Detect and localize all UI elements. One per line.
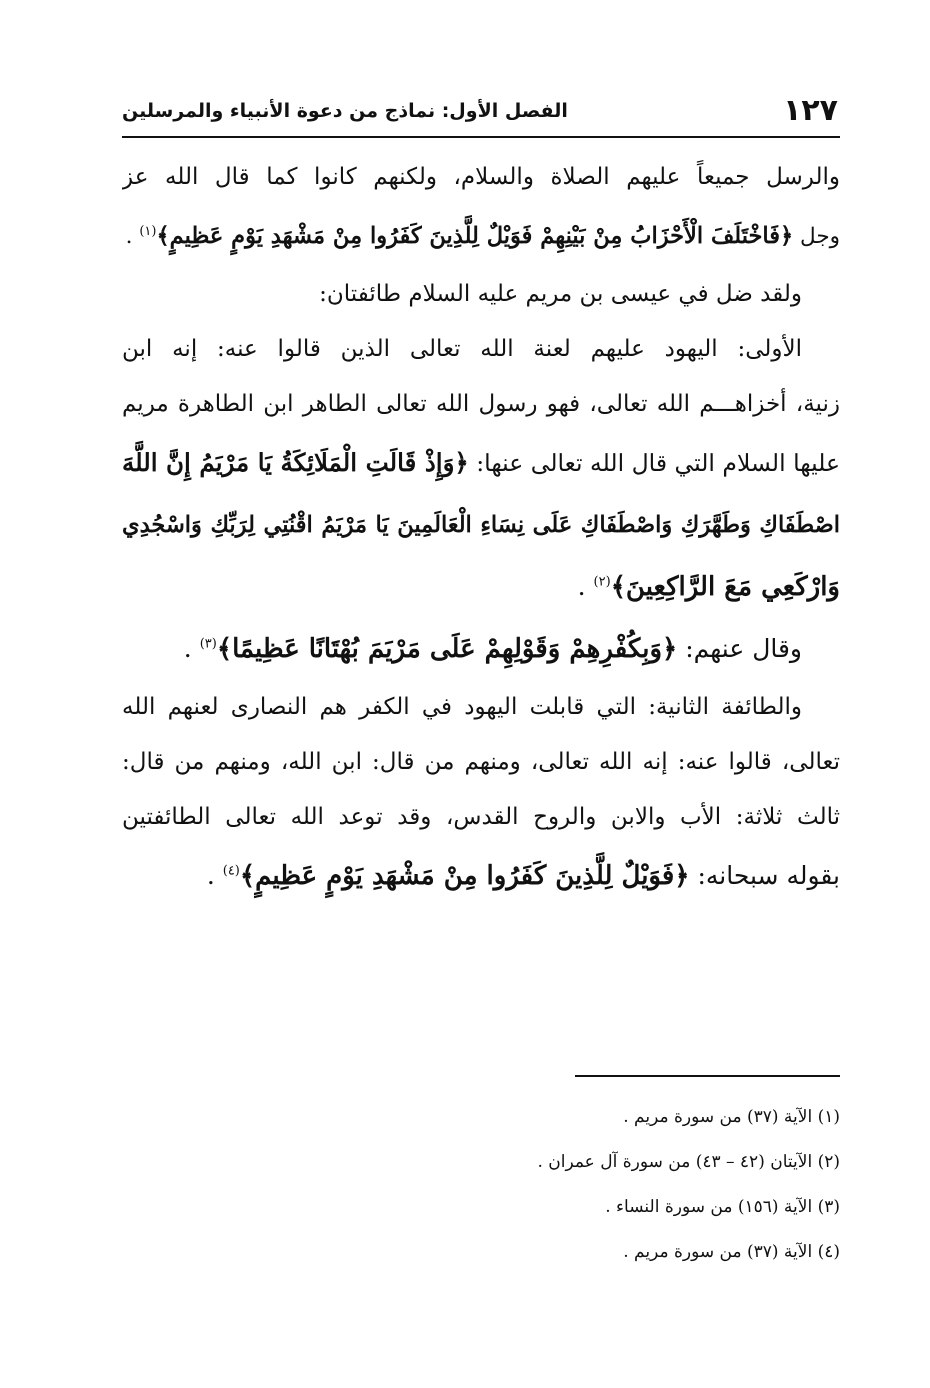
text-span: وقال عنهم:: [677, 634, 802, 663]
text-span: ولقد ضل في عيسى بن مريم عليه السلام طائفتان:: [319, 281, 802, 307]
text-span: والرسل جميعاً عليهم الصلاة والسلام، ولكنهم كانوا كما قال الله عز: [122, 164, 840, 190]
text-line-6: [122, 432, 840, 494]
text-span: .: [125, 224, 140, 249]
text-span: زنية، أخزاهـــم الله تعالى، فهو رسول الله تعالى الطاهر ابن الطاهرة مريم: [122, 391, 840, 417]
page-header: [122, 92, 840, 132]
footnote-ref: (١): [139, 223, 157, 239]
page-number: ١٢٧: [783, 93, 838, 128]
text-span: بقوله سبحانه:: [689, 861, 840, 890]
text-line-2: [122, 205, 840, 267]
running-title: الفصل الأول: نماذج من دعوة الأنبياء والمرسلين: [122, 100, 568, 122]
footnote-1: (١) الآية (٣٧) من سورة مريم .: [623, 1107, 840, 1127]
footnote-2: (٢) الآيتان (٤٢ – ٤٣) من سورة آل عمران .: [537, 1152, 840, 1172]
footnotes: [122, 1095, 840, 1275]
text-span: .: [577, 572, 594, 601]
text-span: .: [206, 861, 223, 890]
text-line-9: [122, 618, 840, 680]
text-line-3: [122, 267, 840, 322]
text-line-1: [122, 150, 840, 205]
text-line-8: [122, 556, 840, 618]
text-span: ثالث ثلاثة: الأب والابن والروح القدس، وقد توعد الله تعالى الطائفتين: [122, 804, 840, 830]
footnote-ref: (٤): [222, 863, 240, 879]
footnote-ref: (٢): [593, 574, 611, 590]
quran-verse: وَارْكَعِي مَعَ الرَّاكِعِينَ﴾: [610, 572, 840, 602]
text-line-5: [122, 377, 840, 432]
text-line-4: [122, 322, 840, 377]
footnote-4: (٤) الآية (٣٧) من سورة مريم .: [623, 1242, 840, 1262]
text-span: عليها السلام التي قال الله تعالى عنها:: [468, 449, 840, 477]
text-line-10: [122, 680, 840, 735]
quran-verse: اصْطَفَاكِ وَطَهَّرَكِ وَاصْطَفَاكِ عَلَى نِسَاءِ الْعَالَمِينَ يَا مَرْيَمُ اقْنُتِي لِرَبِّكِ وَاسْجُدِي: [122, 512, 840, 538]
text-span: تعالى، قالوا عنه: إنه الله تعالى، ومنهم من قال: ابن الله، ومنهم من قال:: [122, 749, 840, 775]
text-line-12: [122, 790, 840, 845]
quran-verse: ﴿فَاخْتَلَفَ الْأَحْزَابُ مِنْ بَيْنِهِمْ فَوَيْلٌ لِلَّذِينَ كَفَرُوا مِنْ مَشْهَدِ يَوْمٍ عَظِيمٍ﴾: [156, 223, 794, 249]
header-rule: [122, 136, 840, 138]
text-span: وجل: [793, 224, 840, 249]
text-span: والطائفة الثانية: التي قابلت اليهود في الكفر هم النصارى لعنهم الله: [122, 694, 802, 720]
quran-verse: ﴿وَإِذْ قَالَتِ الْمَلَائِكَةُ يَا مَرْيَمُ إِنَّ اللَّهَ: [122, 448, 469, 477]
text-line-7: [122, 494, 840, 556]
quran-verse: ﴿فَوَيْلٌ لِلَّذِينَ كَفَرُوا مِنْ مَشْهَدِ يَوْمٍ عَظِيمٍ﴾: [239, 861, 690, 891]
footnote-separator: [575, 1075, 840, 1077]
footnote-ref: (٣): [199, 636, 217, 652]
text-span: .: [183, 634, 200, 663]
text-line-13: [122, 845, 840, 907]
footnote-3: (٣) الآية (١٥٦) من سورة النساء .: [605, 1197, 840, 1217]
text-span: الأولى: اليهود عليهم لعنة الله تعالى الذين قالوا عنه: إنه ابن: [122, 336, 802, 362]
quran-verse: ﴿وَبِكُفْرِهِمْ وَقَوْلِهِمْ عَلَى مَرْيَمَ بُهْتَانًا عَظِيمًا﴾: [216, 634, 678, 664]
text-line-11: [122, 735, 840, 790]
main-text: [122, 150, 840, 907]
